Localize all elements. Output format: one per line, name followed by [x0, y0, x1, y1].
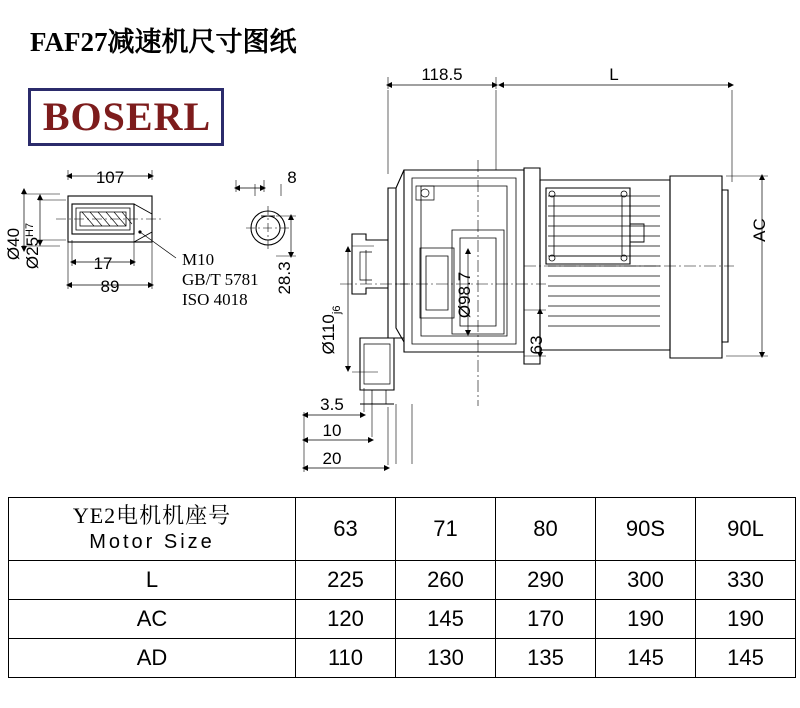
- dim-L: L: [609, 65, 619, 84]
- motor-size-label-en: Motor Size: [89, 531, 215, 554]
- cell-value: 110: [296, 638, 396, 677]
- dim-AC: AC: [750, 218, 769, 242]
- table-row-header: [9, 498, 796, 561]
- dim-8: 8: [287, 168, 297, 187]
- cell-value: 330: [696, 560, 796, 599]
- dim-10: 10: [322, 421, 342, 440]
- motor-size-label: [9, 498, 296, 561]
- header-value: 63: [296, 498, 396, 561]
- dim-dia-110j6: $Ø110_{j6}$: [319, 305, 343, 355]
- row-label: L: [9, 560, 296, 599]
- dim-dia-40: Ø40: [4, 227, 23, 261]
- dim-118-5: 118.5: [421, 65, 463, 84]
- cell-value: 170: [496, 599, 596, 638]
- label-m10: M10: [182, 250, 215, 269]
- dim-107: 107: [95, 168, 125, 187]
- table-row: [9, 560, 796, 599]
- header-value: 80: [496, 498, 596, 561]
- dim-17: 17: [93, 254, 113, 273]
- table-row: [9, 638, 796, 677]
- cell-value: 120: [296, 599, 396, 638]
- table-row: [9, 599, 796, 638]
- cell-value: 145: [696, 638, 796, 677]
- row-label: AD: [9, 638, 296, 677]
- dim-3-5: 3.5: [320, 395, 344, 414]
- cell-value: 300: [596, 560, 696, 599]
- dim-dia-98-7: Ø98.7: [455, 271, 474, 319]
- spec-table: [8, 497, 796, 678]
- cell-value: 190: [696, 599, 796, 638]
- cell-value: 145: [396, 599, 496, 638]
- motor-size-label-cn: YE2电机机座号: [72, 503, 232, 528]
- page-title: FAF27减速机尺寸图纸: [30, 27, 297, 57]
- dim-89: 89: [100, 277, 120, 296]
- dim-28-3: 28.3: [275, 261, 294, 295]
- cell-value: 190: [596, 599, 696, 638]
- cell-value: 290: [496, 560, 596, 599]
- cell-value: 145: [596, 638, 696, 677]
- header-value: 71: [396, 498, 496, 561]
- label-iso-std: ISO 4018: [182, 290, 248, 309]
- cell-value: 135: [496, 638, 596, 677]
- row-label: AC: [9, 599, 296, 638]
- cell-value: 260: [396, 560, 496, 599]
- dim-63: 63: [527, 335, 546, 355]
- label-gb-std: GB/T 5781: [182, 270, 259, 289]
- cell-value: 130: [396, 638, 496, 677]
- logo-text: BOSERL: [42, 94, 212, 139]
- header-value: 90S: [596, 498, 696, 561]
- header-value: 90L: [696, 498, 796, 561]
- dim-dia-25h7: $Ø25^{H7}$: [23, 222, 42, 270]
- cell-value: 225: [296, 560, 396, 599]
- dim-20: 20: [322, 449, 342, 468]
